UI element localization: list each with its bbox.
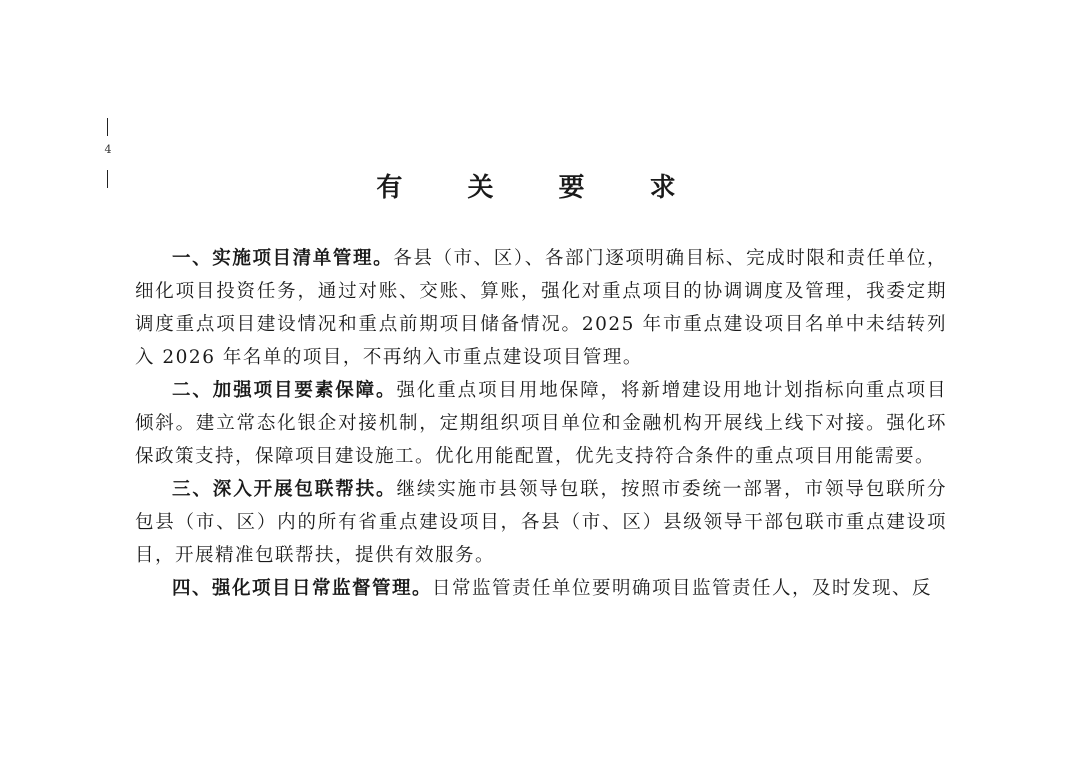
section-text: 日常监管责任单位要明确项目监管责任人，及时发现、反 — [432, 578, 933, 599]
section-heading: 四、强化项目日常监督管理。 — [172, 578, 433, 599]
section-heading: 二、加强项目要素保障。 — [172, 380, 397, 401]
section-text: 强化重点项目用地保障，将新增建设用地计划指标向重点项目倾斜。建立常态化银企对接机制，定期组织项目单位和金融机构开展线上线下对接。强化环保政策支持，保障项目建设施工。优化用能配置，优先支持符合条件的重点项目用能需要。 — [135, 380, 947, 467]
section-text: 各县（市、区）、各部门逐项明确目标、完成时限和责任单位，细化项目投资任务，通过对账、交账、算账，强化对重点项目的协调调度及管理，我委定期调度重点项目建设情况和重点前期项目储备情况。2025 年市重点建设项目名单中未结转列入 2026 年名单的项目，不再纳入市重点建设项目管理。 — [135, 248, 947, 368]
paragraph-supervision — [135, 572, 947, 605]
page-number: 4 — [104, 143, 112, 156]
document-title: 有 关 要 求 — [376, 173, 704, 203]
section-heading: 一、实施项目清单管理。 — [172, 248, 394, 269]
section-heading: 三、深入开展包联帮扶。 — [172, 479, 397, 500]
paragraph-project-list-management — [135, 242, 947, 374]
section-text: 继续实施市县领导包联，按照市委统一部署，市领导包联所分包县（市、区）内的所有省重点建设项目，各县（市、区）县级领导干部包联市重点建设项目，开展精准包联帮扶，提供有效服务。 — [135, 479, 947, 566]
marker-top-rule — [107, 118, 108, 136]
paragraph-resource-guarantee — [135, 374, 947, 473]
document-body — [135, 242, 947, 605]
paragraph-assistance — [135, 473, 947, 572]
